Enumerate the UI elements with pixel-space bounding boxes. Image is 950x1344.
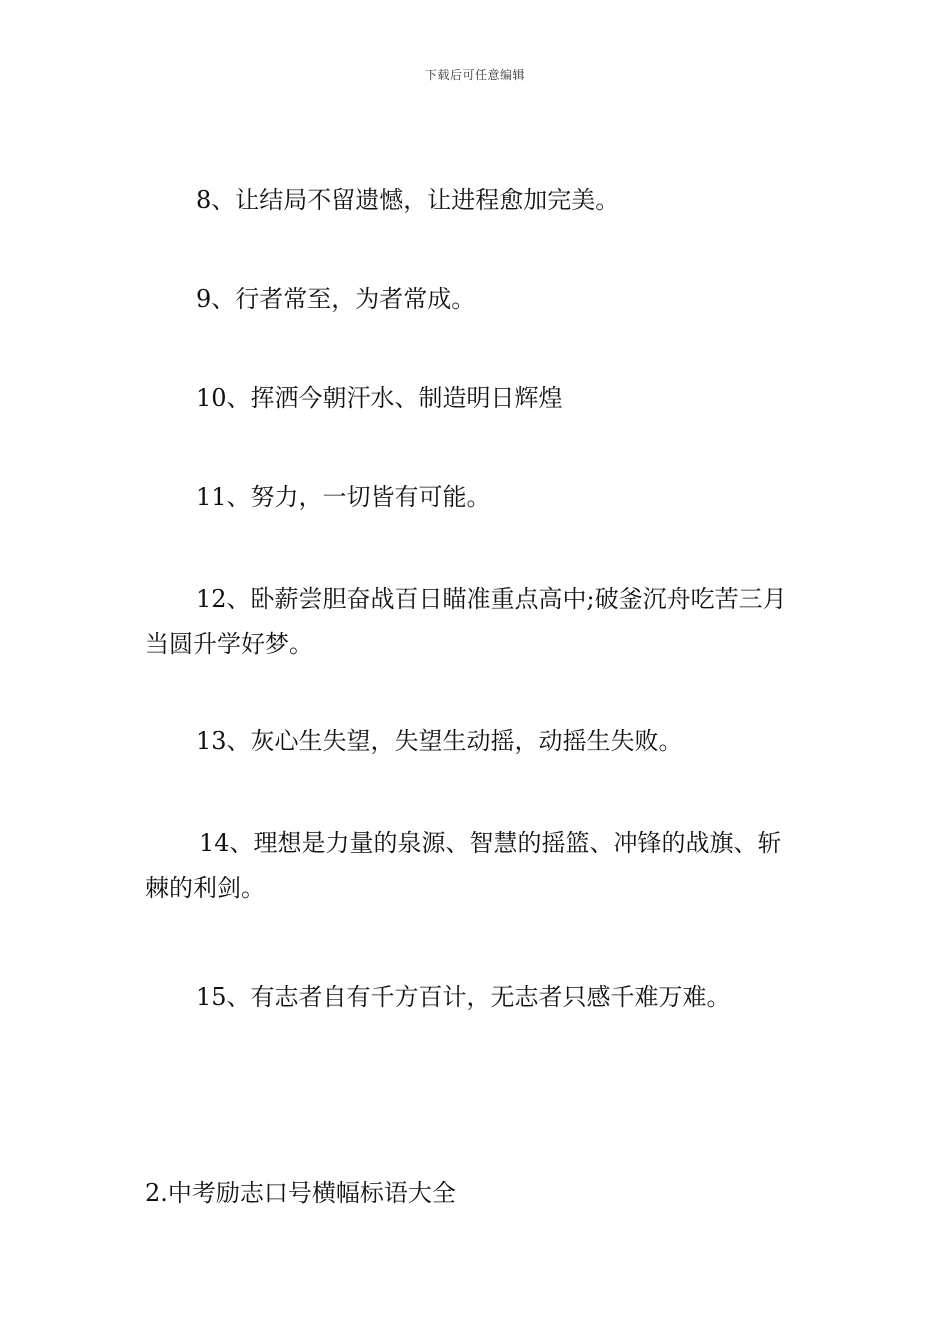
slogan-paragraph-12: 12、卧薪尝胆奋战百日瞄准重点高中;破釜沉舟吃苦三月当圆升学好梦。 [145, 585, 787, 658]
slogan-paragraph-8: 8、让结局不留遗憾，让进程愈加完美。 [196, 186, 620, 214]
slogan-paragraph-9: 9、行者常至，为者常成。 [196, 285, 476, 313]
slogan-paragraph-15: 15、有志者自有千方百计，无志者只感千难万难。 [196, 983, 731, 1011]
section-heading: 2.中考励志口号横幅标语大全 [145, 1179, 456, 1207]
page-header: 下载后可任意编辑 [424, 68, 525, 82]
slogan-paragraph-10: 10、挥洒今朝汗水、制造明日辉煌 [196, 384, 563, 412]
slogan-paragraph-14: 14、理想是力量的泉源、智慧的摇篮、冲锋的战旗、斩棘的利剑。 [145, 829, 782, 902]
slogan-paragraph-13: 13、灰心生失望，失望生动摇，动摇生失败。 [196, 727, 683, 755]
slogan-paragraph-11: 11、努力，一切皆有可能。 [196, 483, 491, 511]
